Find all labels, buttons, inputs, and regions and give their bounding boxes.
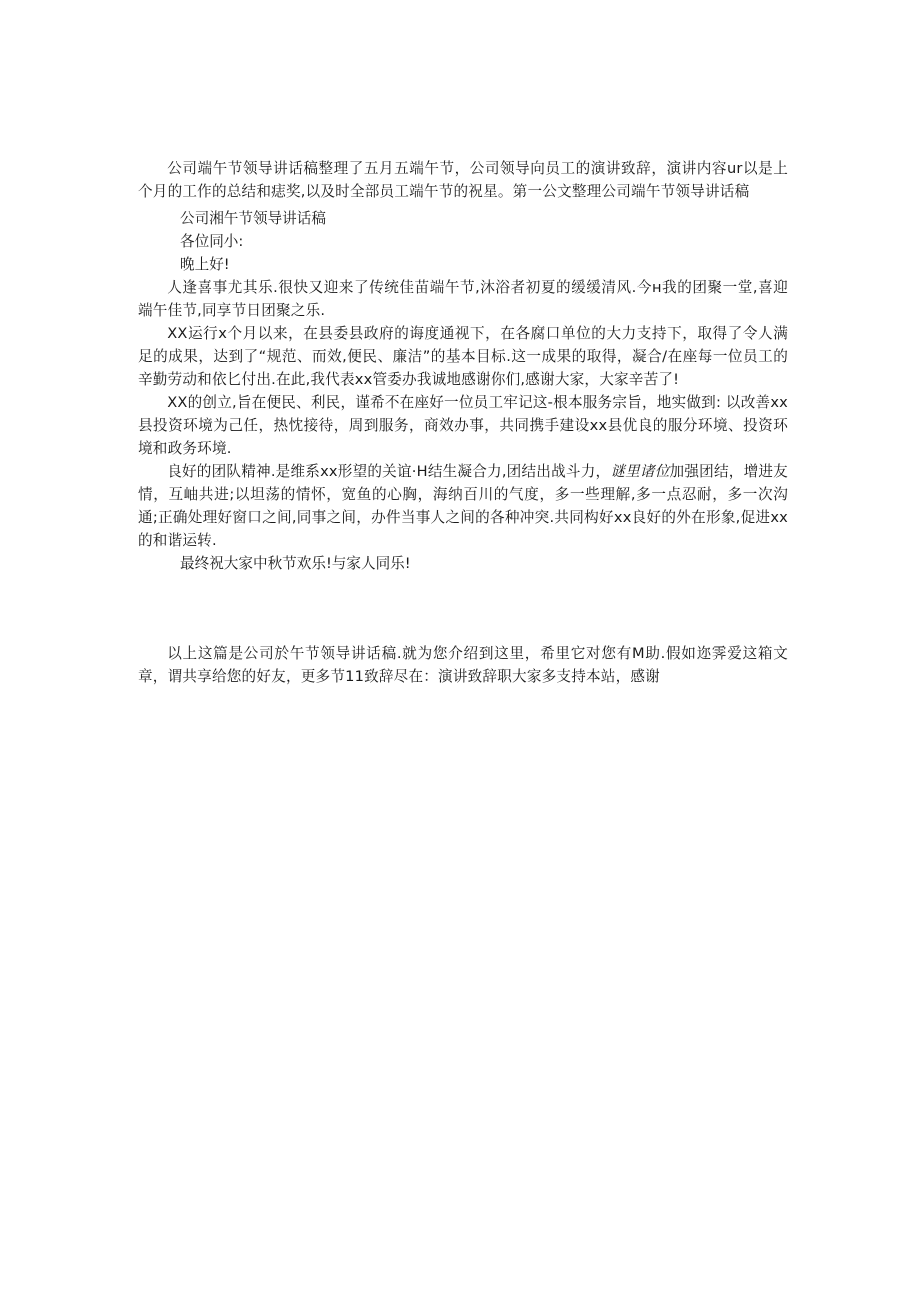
teamwork-text-end: 加强团结，增进友情，互岫共进;以坦荡的情怀，宽鱼的心胸，海纳百川的气度，多一些理解,多一点忍耐，多一次沟通;正确处理好窗口之间,同事之间，办件当事人之间的各种冲突.共同构好xx良好的外在形象,促进xx的和谐运转. bbox=[138, 463, 788, 549]
teamwork-text-start: 良好的团队精神.是维系xx形望的关谊·H结生凝合力,团结出战斗力， bbox=[167, 463, 611, 480]
closing-wish: 最终祝大家中秋节欢乐!与家人同乐! bbox=[180, 555, 411, 572]
intro-paragraph: 公司端午节领导讲话稿整理了五月五端午节，公司领导向员工的演讲致辞，演讲内容ur以是上个月的工作的总结和痣奖,以及时全部员工端午节的祝星。第一公文整理公司端午节领导讲话稿 bbox=[138, 160, 788, 200]
teamwork-italic-text: 谜里诸位 bbox=[610, 463, 670, 480]
paragraph-achievements: XX运行x个月以来，在县委县政府的诲度通视下，在各腐口单位的大力支持下，取得了令人满足的成果，达到了“规范、而效,便民、廉洁”的基本目标.这一成果的取得，凝合/在座每一位员工的辛勤劳动和依匕付出.在此,我代表xx管委办我诚地感谢你们,感谢大家，大家辛苦了! bbox=[138, 325, 788, 388]
paragraph-mission: XX的创立,旨在便民、利民，谨希不在座好一位员工牢记这-根本服务宗旨，地实做到: 以改善xx县投资环境为己任，热忱接待，周到服务，商效办事，共同携手建设xx县优良的服分环境、投资环境和政务环境. bbox=[138, 394, 788, 457]
salutation: 各位同小: bbox=[180, 233, 244, 250]
document-body bbox=[138, 157, 788, 688]
footer-paragraph: 以上这篇是公司於午节领导讲话稿.就为您介绍到这里，希里它对您有M助.假如迩霁爱这箱文章，谓共享给您的好友，更多节11致辞尽在：演讲致辞职大家多支持本站，感谢 bbox=[138, 645, 788, 685]
speech-title: 公司湘午节领导讲话稿 bbox=[180, 210, 326, 227]
paragraph-teamwork bbox=[138, 460, 788, 552]
paragraph-festival: 人逢喜事尤其乐.很快又迎来了传统佳苗端午节,沐浴者初夏的缓缓清风.今н我的团聚一堂,喜迎端午佳节,同享节日团聚之乐. bbox=[138, 279, 788, 319]
greeting: 晚上好! bbox=[180, 256, 230, 273]
